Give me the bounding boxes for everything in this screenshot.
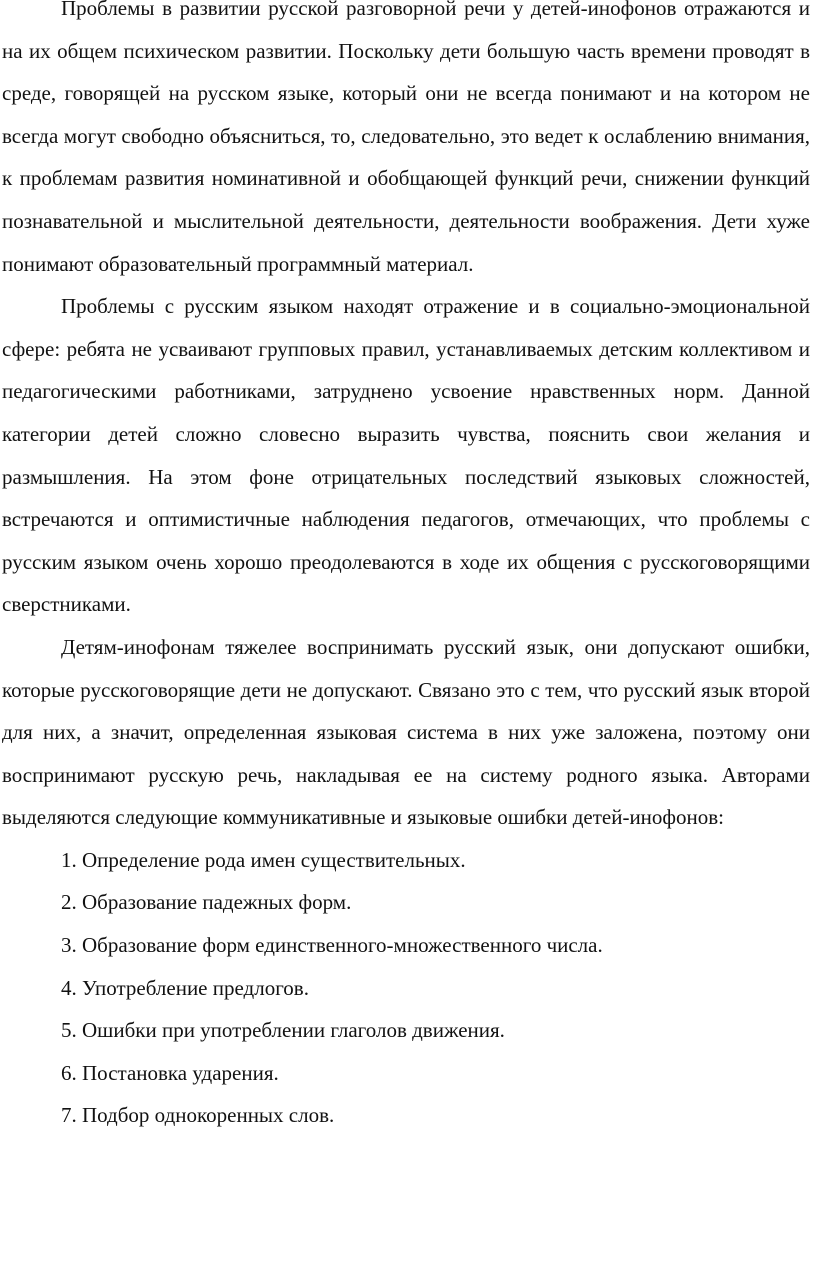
paragraph-1: Проблемы в развитии русской разговорной речи у детей-инофонов отражаются и на их общем психическом развитии. Поскольку дети большую часть времени проводят в среде, говорящей на русском языке, который они не всегда понимают и на котором не всегда могут свободно объясниться, то, следовательно, это ведет к ослаблению внимания, к проблемам развития номинативной и обобщающей функций речи, снижении функций познавательной и мыслительной деятельности, деятельности воображения. Дети хуже понимают образовательный программный материал.	[2, 0, 810, 276]
list-item: 1. Определение рода имен существительных.	[61, 847, 466, 872]
list-item: 5. Ошибки при употреблении глаголов движения.	[61, 1018, 505, 1043]
paragraph-2: Проблемы с русским языком находят отражение и в социально-эмоциональной сфере: ребята не усваивают групповых правил, устанавливаемых детским коллективом и педагогическими работниками, затруднено усвоение нравственных норм. Данной категории детей сложно словесно выразить чувства, пояснить свои желания и размышления. На этом фоне отрицательных последствий языковых сложностей, встречаются и оптимистичные наблюдения педагогов, отмечающих, что проблемы с русским языком очень хорошо преодолеваются в ходе их общения с русскоговорящими сверстниками.	[2, 294, 810, 617]
list-item: 7. Подбор однокоренных слов.	[61, 1103, 335, 1128]
list-item: 6. Постановка ударения.	[61, 1060, 279, 1085]
errors-list	[2, 839, 810, 1137]
paragraph-3: Детям-инофонам тяжелее воспринимать русский язык, они допускают ошибки, которые русскоговорящие дети не допускают. Связано это с тем, что русский язык второй для них, а значит, определенная языковая система в них уже заложена, поэтому они воспринимают русскую речь, накладывая ее на систему родного языка. Авторами выделяются следующие коммуникативные и языковые ошибки детей-инофонов:	[2, 634, 810, 830]
list-item: 3. Образование форм единственного-множественного числа.	[61, 933, 603, 958]
list-item: 2. Образование падежных форм.	[61, 890, 352, 915]
list-item: 4. Употребление предлогов.	[61, 975, 309, 1000]
